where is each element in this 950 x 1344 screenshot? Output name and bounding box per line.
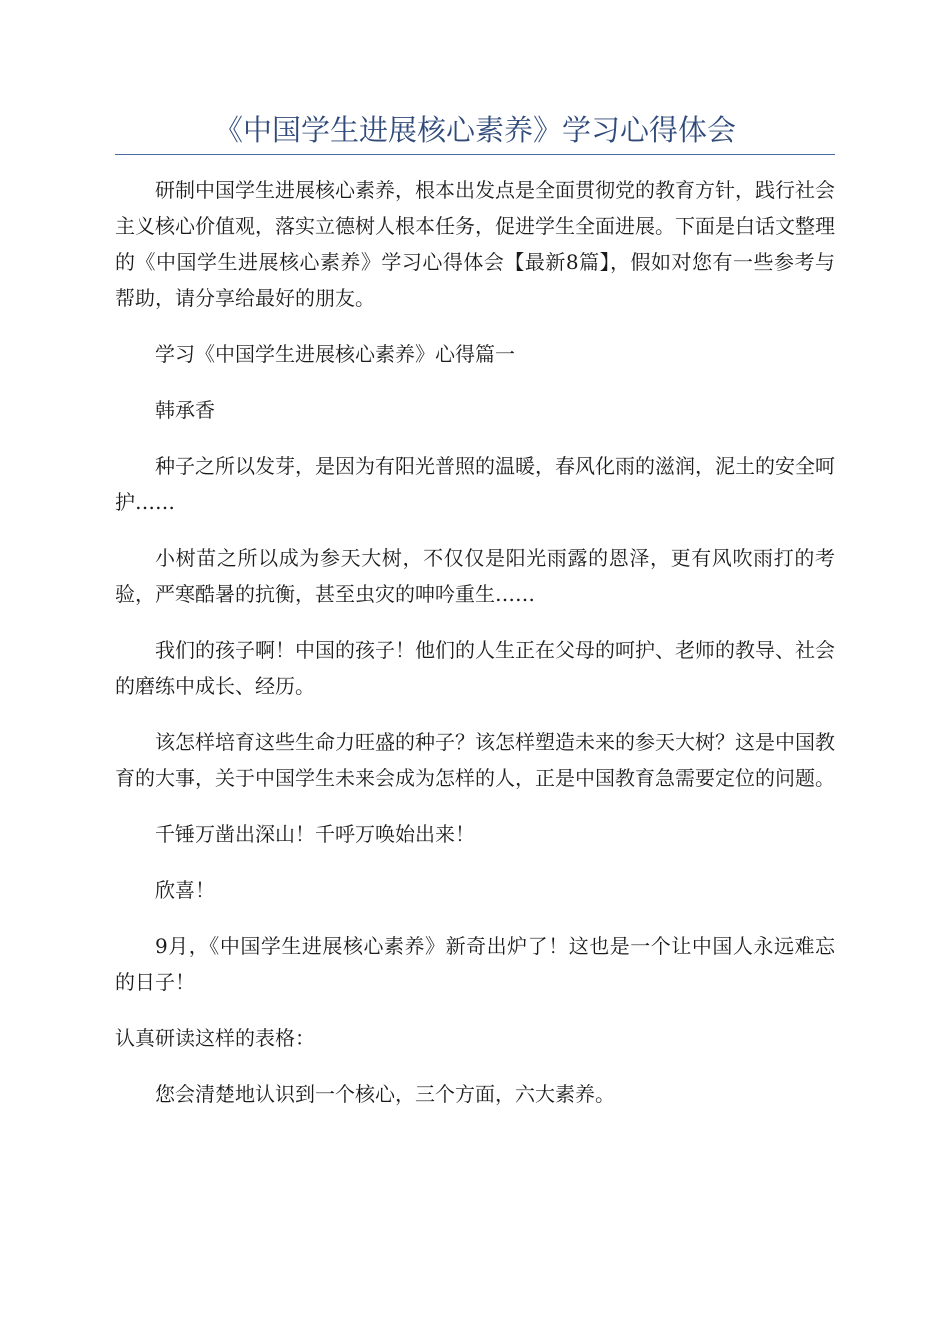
paragraph-table-intro: 认真研读这样的表格： [115, 1026, 315, 1050]
paragraph-question: 该怎样培育这些生命力旺盛的种子？该怎样塑造未来的参天大树？这是中国教育的大事，关于中国学生未来会成为怎样的人，正是中国教育急需要定位的问题。 [115, 730, 835, 790]
document-body [115, 172, 835, 1132]
paragraph-intro: 研制中国学生进展核心素养，根本出发点是全面贯彻党的教育方针，践行社会主义核心价值观，落实立德树人根本任务，促进学生全面进展。下面是白话文整理的《中国学生进展核心素养》学习心得体会【最新8篇】，假如对您有一些参考与帮助，请分享给最好的朋友。 [115, 178, 835, 310]
paragraph-september: 9月，《中国学生进展核心素养》新奇出炉了！这也是一个让中国人永远难忘的日子！ [115, 934, 835, 994]
document-title: 《中国学生进展核心素养》学习心得体会 [213, 113, 736, 147]
title-underline [115, 154, 835, 155]
paragraph-seed: 种子之所以发芽，是因为有阳光普照的温暖，春风化雨的滋润，泥土的安全呵护…… [115, 454, 835, 514]
paragraph-children: 我们的孩子啊！中国的孩子！他们的人生正在父母的呵护、老师的教导、社会的磨练中成长、经历。 [115, 638, 835, 698]
paragraph-core: 您会清楚地认识到一个核心，三个方面，六大素养。 [155, 1082, 615, 1106]
section-heading: 学习《中国学生进展核心素养》心得篇一 [155, 342, 515, 366]
author-name: 韩承香 [155, 398, 215, 422]
paragraph-joy: 欣喜！ [155, 878, 215, 902]
paragraph-exclaim: 千锤万凿出深山！千呼万唤始出来！ [155, 822, 475, 846]
paragraph-sapling: 小树苗之所以成为参天大树，不仅仅是阳光雨露的恩泽，更有风吹雨打的考验，严寒酷暑的抗衡，甚至虫灾的呻吟重生…… [115, 546, 835, 606]
